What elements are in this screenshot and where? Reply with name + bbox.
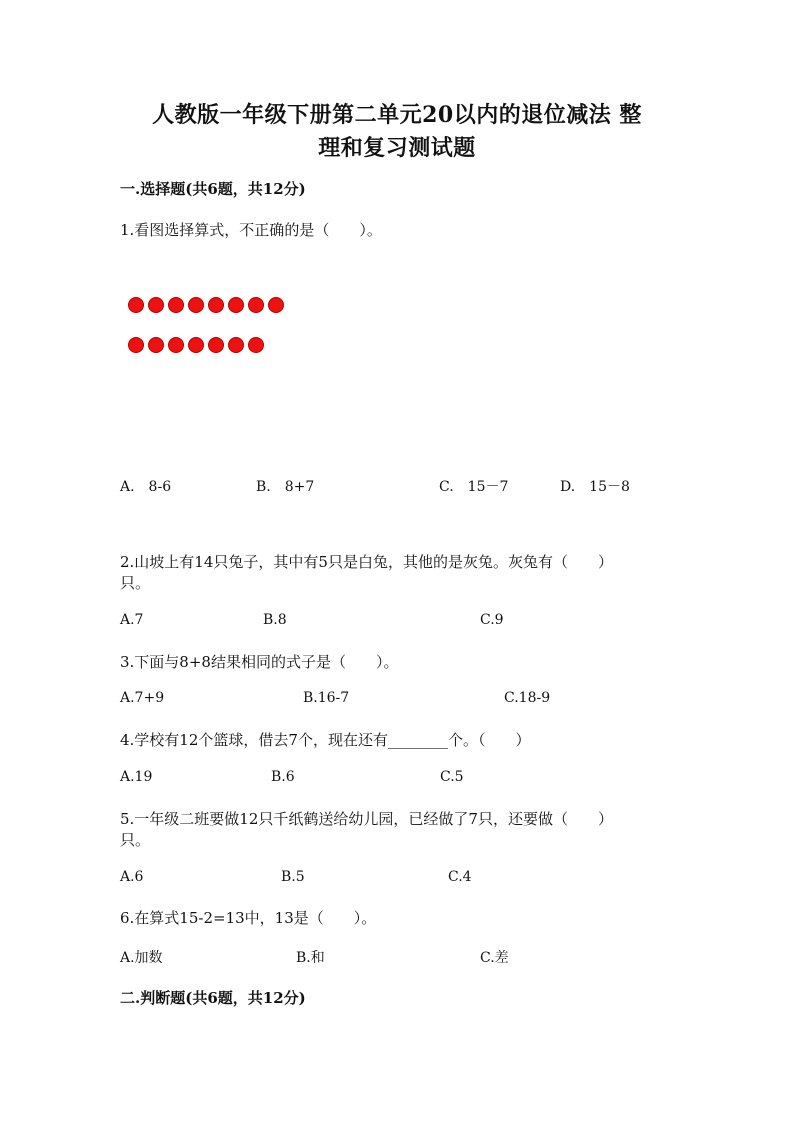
red-dot	[248, 337, 264, 353]
question-3-option-c[interactable]: C.18-9	[504, 690, 551, 706]
question-5-text-line1: 5.一年级二班要做12只千纸鹤送给幼儿园，已经做了7只，还要做（ ）	[120, 810, 613, 828]
question-2-option-b[interactable]: B.8	[263, 612, 287, 628]
red-dot	[168, 297, 184, 313]
question-5-text-line2: 只。	[120, 831, 151, 849]
question-1-option-b[interactable]: B. 8+7	[256, 479, 315, 495]
red-dot	[268, 297, 284, 313]
section-heading-judgment: 二.判断题(共6题，共12分)	[120, 989, 306, 1007]
question-1-option-d[interactable]: D. 15－8	[560, 479, 630, 495]
page-title-line1: 人教版一年级下册第二单元20以内的退位减法 整	[152, 102, 642, 128]
question-2-text-line2: 只。	[120, 574, 151, 592]
red-dot	[128, 337, 144, 353]
red-dot	[228, 297, 244, 313]
red-dot	[228, 337, 244, 353]
red-dot	[148, 297, 164, 313]
question-4-option-c[interactable]: C.5	[440, 769, 464, 785]
question-1-option-c[interactable]: C. 15－7	[439, 479, 509, 495]
question-3-option-a[interactable]: A.7+9	[120, 690, 165, 706]
question-6-option-a[interactable]: A.加数	[120, 950, 163, 966]
question-6-option-b[interactable]: B.和	[296, 950, 325, 966]
dot-row-1	[128, 297, 284, 313]
dot-row-2	[128, 337, 264, 353]
red-dot	[188, 297, 204, 313]
question-6-option-c[interactable]: C.差	[480, 950, 509, 966]
red-dot	[128, 297, 144, 313]
red-dot	[208, 337, 224, 353]
question-3-text: 3.下面与8+8结果相同的式子是（ ）。	[120, 653, 399, 671]
question-1-text: 1.看图选择算式，不正确的是（ ）。	[120, 221, 382, 239]
red-dot	[188, 337, 204, 353]
red-dot	[168, 337, 184, 353]
question-2-option-c[interactable]: C.9	[480, 612, 504, 628]
question-3-option-b[interactable]: B.16-7	[303, 690, 350, 706]
section-heading-choice: 一.选择题(共6题，共12分)	[120, 180, 306, 198]
question-2-text-line1: 2.山坡上有14只兔子，其中有5只是白兔，其他的是灰兔。灰兔有（ ）	[120, 553, 613, 571]
red-dot	[248, 297, 264, 313]
question-5-option-b[interactable]: B.5	[281, 869, 305, 885]
question-5-option-c[interactable]: C.4	[448, 869, 472, 885]
question-4-text: 4.学校有12个篮球，借去7个，现在还有________个。（ ）	[120, 731, 531, 749]
red-dot	[148, 337, 164, 353]
question-4-option-a[interactable]: A.19	[120, 769, 153, 785]
question-1-option-a[interactable]: A. 8-6	[120, 479, 172, 495]
question-2-option-a[interactable]: A.7	[120, 612, 144, 628]
page-title-line2: 理和复习测试题	[318, 135, 476, 161]
red-dot	[208, 297, 224, 313]
question-6-text: 6.在算式15-2=13中，13是（ ）。	[120, 909, 377, 927]
question-4-option-b[interactable]: B.6	[271, 769, 295, 785]
question-5-option-a[interactable]: A.6	[120, 869, 144, 885]
